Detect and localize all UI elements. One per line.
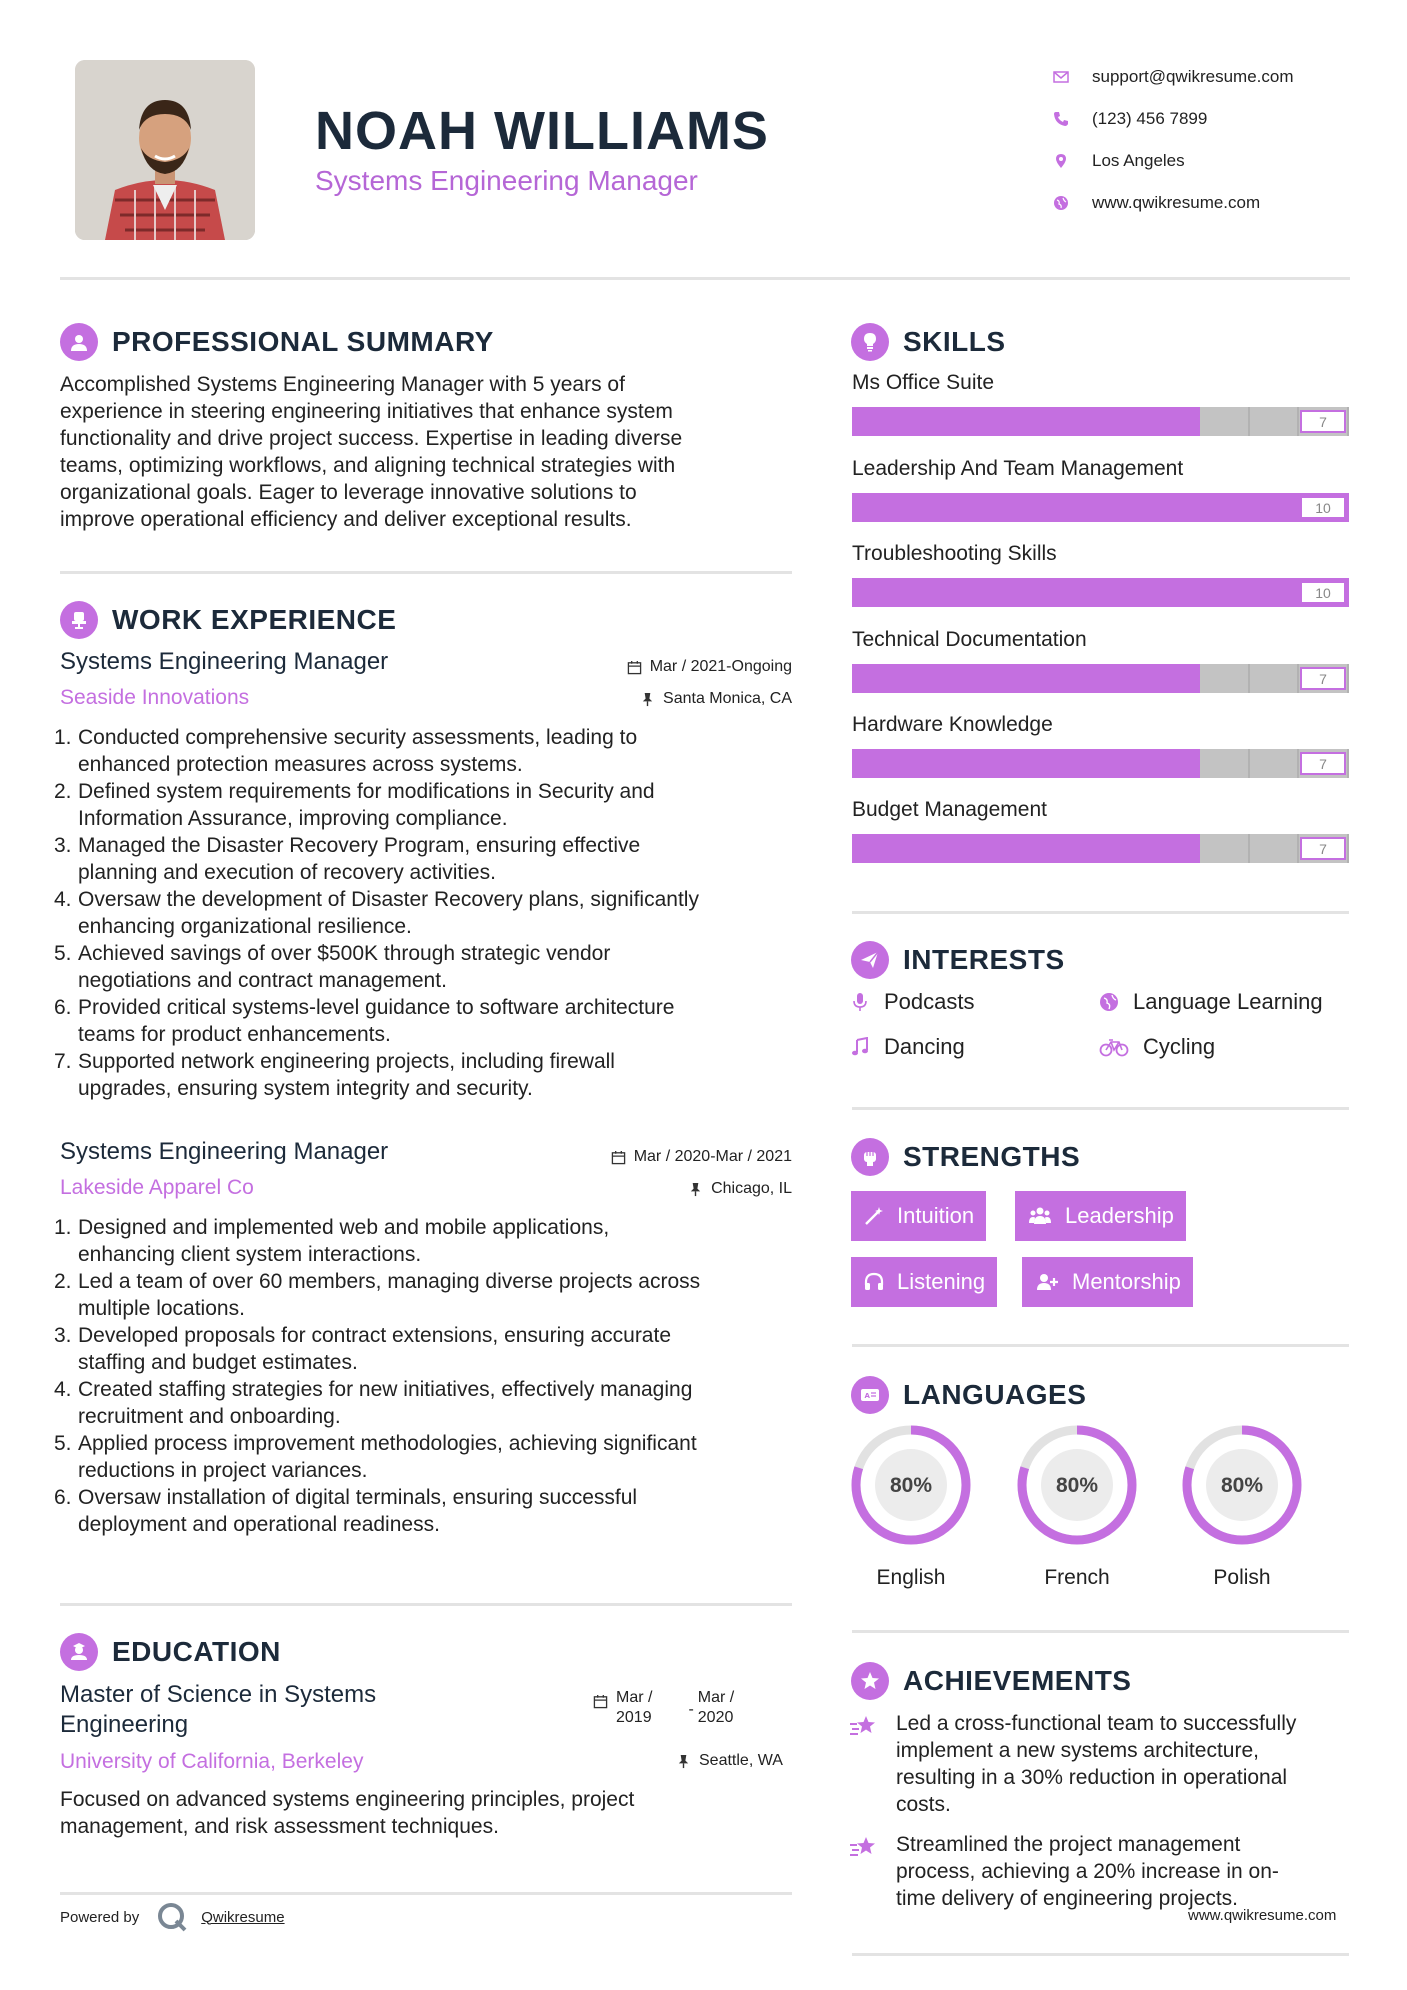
duty-item: 7. Supported network engineering projects, including firewall upgrades, ensuring system integrity and security. [54,1050,615,1100]
job-dates-text: Mar / 2020-Mar / 2021 [633,1148,792,1165]
skill-segment-filled [951,664,1001,693]
skills-title: SKILLS [903,326,1006,357]
duty-item: 1. Designed and implemented web and mobile applications, enhancing client system interactions. [54,1216,610,1266]
skill-name: Troubleshooting Skills [852,542,1057,565]
education-school: University of California, Berkeley [60,1750,364,1773]
calendar-icon [627,660,642,675]
contact-email[interactable] [1050,56,1370,98]
phone-icon [1050,111,1072,127]
language-item [1016,1424,1138,1590]
skill-segment-filled [852,749,902,778]
contact-email-text: support@qwikresume.com [1092,67,1294,86]
skill-segment-filled [1051,749,1101,778]
job-dates [611,1148,792,1166]
job-location-text: Santa Monica, CA [663,690,792,707]
education-start: Mar / 2019 [616,1689,653,1726]
skill-segment-filled [1200,578,1250,607]
skills-heading [851,323,1006,361]
interest-label: Podcasts [884,989,975,1014]
skill-segment-filled [1101,407,1151,436]
skill-name: Hardware Knowledge [852,713,1053,736]
education-heading [60,1633,281,1671]
education-title: EDUCATION [112,1636,281,1667]
strength-chip [851,1257,997,1307]
skill-segment-filled [1101,578,1151,607]
skill-segment-filled [1051,578,1101,607]
skill-segment-filled [951,749,1001,778]
duty-item: 2. Led a team of over 60 members, managing diverse projects across multiple locations. [54,1270,701,1320]
skill-item [852,542,1349,607]
language-name: French [1044,1566,1110,1589]
achievements-title: ACHIEVEMENTS [903,1665,1132,1696]
skill-segment-filled [1001,578,1051,607]
duty-item: 4. Oversaw the development of Disaster Recovery plans, significantly enhancing organizational resilience. [54,888,699,938]
skill-segment-filled [852,407,902,436]
skill-segment-empty [1250,407,1300,436]
skill-segment-filled [1250,578,1300,607]
skill-segment-filled [1101,749,1151,778]
skill-segment-filled [902,749,952,778]
skill-segment-filled [902,834,952,863]
skill-level-badge: 10 [1300,581,1346,604]
skill-segment-filled [951,407,1001,436]
strength-label: Listening [897,1269,986,1294]
profile-photo [75,60,255,240]
skills-divider [852,911,1349,914]
language-card-icon [851,1376,889,1414]
skill-bar [852,749,1349,778]
skill-segment-filled [1051,493,1101,522]
skill-item [852,713,1349,778]
job-entry [54,1138,792,1538]
contact-website-text: www.qwikresume.com [1092,193,1261,212]
contact-phone[interactable] [1050,98,1370,140]
job-location-text: Chicago, IL [711,1180,792,1197]
contact-phone-text: (123) 456 7899 [1092,109,1208,128]
skill-segment-filled [1200,493,1250,522]
language-ring [1181,1424,1303,1546]
work-divider [60,1603,792,1606]
interests-divider [852,1107,1349,1110]
work-title: WORK EXPERIENCE [112,604,397,635]
skill-segment-filled [951,834,1001,863]
skill-bar [852,578,1349,607]
headphones-icon [863,1271,885,1293]
skill-segment-empty [1200,834,1250,863]
shooting-star-icon [848,1833,878,1863]
skill-segment-filled [902,493,952,522]
skill-level-badge: 7 [1300,410,1346,433]
job-company: Seaside Innovations [60,686,250,709]
summary-line: organizational goals. Eager to leverage innovative solutions to [60,481,637,504]
candidate-role: Systems Engineering Manager [315,165,698,196]
contact-list [1050,56,1370,224]
job-duties [54,724,792,1102]
language-item [1181,1424,1303,1590]
skill-item [852,371,1349,436]
skill-segment-filled [1051,407,1101,436]
skill-segment-filled [1150,578,1200,607]
skill-segment-filled [902,664,952,693]
skill-segment-filled [951,493,1001,522]
interest-item [850,1034,965,1060]
languages-title: LANGUAGES [903,1379,1087,1410]
skill-segment-filled [852,578,902,607]
language-percent-label: 80% [1055,1474,1099,1497]
interests-title: INTERESTS [903,944,1065,975]
strength-label: Mentorship [1072,1269,1181,1294]
globe-icon [1050,195,1072,211]
skill-segment-filled [1150,407,1200,436]
degree-line: Engineering [60,1711,189,1738]
powered-by-text: Powered by [60,1908,140,1926]
skill-segment-filled [1001,493,1051,522]
skill-segment-filled [852,493,902,522]
skill-segment-filled [1051,664,1101,693]
lightbulb-icon [851,323,889,361]
skill-name: Ms Office Suite [852,371,994,394]
duty-item: 2. Defined system requirements for modifications in Security and Information Assurance, improving compliance. [54,780,655,830]
summary-text [60,371,800,533]
summary-line: experience in steering engineering initiatives that enhance system [60,400,673,423]
skill-bar [852,493,1349,522]
skill-segment-empty [1200,664,1250,693]
pushpin-icon [688,1182,703,1197]
interest-item [1099,1034,1215,1060]
job-company: Lakeside Apparel Co [60,1176,254,1199]
job-dates [627,658,792,676]
achievement-text: Streamlined the project management process, achieving a 20% increase in on- time delivery of engineering projects. [896,1833,1279,1910]
interests-heading [851,941,1065,979]
language-percent-label: 80% [889,1474,933,1497]
graduation-icon [60,1633,98,1671]
duty-item: 4. Created staffing strategies for new initiatives, effectively managing recruitment and onboarding. [54,1378,693,1428]
job-duties [54,1214,792,1538]
skill-segment-empty [1250,749,1300,778]
user-icon [60,323,98,361]
achievements-divider [852,1953,1349,1956]
pushpin-icon [640,692,655,707]
skill-segment-filled [1150,493,1200,522]
skill-segment-filled [1101,493,1151,522]
strength-label: Leadership [1065,1203,1174,1228]
education-desc-line: Focused on advanced systems engineering principles, project [60,1788,635,1811]
language-ring [850,1424,972,1546]
duty-item: 3. Managed the Disaster Recovery Program, ensuring effective planning and execution of recovery activities. [54,834,641,884]
skill-name: Leadership And Team Management [852,457,1184,480]
work-heading [60,601,396,639]
svg-text:A: A [864,1392,870,1400]
languages-divider [852,1630,1349,1633]
powered-by [60,1900,285,1934]
degree-line: Master of Science in Systems [60,1681,377,1708]
achievement-item [848,1831,1358,1912]
contact-website[interactable] [1050,182,1370,224]
skill-level-badge: 7 [1300,837,1346,860]
skill-segment-empty [1200,749,1250,778]
skill-segment-filled [1150,749,1200,778]
duty-item: 6. Provided critical systems-level guidance to software architecture teams for product enhancements. [54,996,675,1046]
interest-label: Dancing [884,1034,965,1059]
skill-segment-filled [1001,834,1051,863]
email-icon [1050,69,1072,85]
contact-location-text: Los Angeles [1092,151,1185,170]
music-note-icon [850,1037,870,1057]
education-description [60,1786,792,1840]
strength-label: Intuition [897,1203,975,1228]
strength-chip [1022,1257,1193,1307]
education-dates [593,1688,734,1728]
strengths-divider [852,1344,1349,1347]
language-percent-label: 80% [1220,1474,1264,1497]
skill-level-badge: 7 [1300,752,1346,775]
summary-line: Accomplished Systems Engineering Manager with 5 years of [60,373,625,396]
interest-label: Language Learning [1133,989,1323,1014]
skill-segment-filled [852,834,902,863]
pushpin-icon [676,1754,691,1769]
language-item [850,1424,972,1590]
duty-item: 5. Achieved savings of over $500K through strategic vendor negotiations and contract management. [54,942,611,992]
strengths-heading [851,1138,1080,1176]
interest-item [850,989,975,1015]
shooting-star-icon [848,1712,878,1742]
job-entry [54,648,792,1102]
education-end: Mar / 2020 [697,1689,735,1726]
skill-segment-filled [1051,834,1101,863]
duty-item: 1. Conducted comprehensive security assessments, leading to enhanced protection measures across systems. [54,726,638,776]
duty-item: 5. Applied process improvement methodologies, achieving significant reductions in project variances. [54,1432,697,1482]
job-title: Systems Engineering Manager [60,648,389,675]
skill-level-badge: 10 [1300,496,1346,519]
paper-plane-icon [851,941,889,979]
skill-segment-filled [1001,664,1051,693]
skill-bar [852,407,1349,436]
candidate-name: NOAH WILLIAMS [315,101,769,161]
users-icon [1027,1205,1053,1227]
job-dates-text: Mar / 2021-Ongoing [649,658,792,675]
skill-segment-filled [1001,407,1051,436]
summary-heading [60,323,494,361]
raised-fist-icon [851,1138,889,1176]
skill-item [852,798,1349,863]
interest-item [1099,989,1323,1015]
summary-line: teams, optimizing workflows, and aligning technical strategies with [60,454,676,477]
user-plus-icon [1034,1271,1060,1293]
achievement-item [848,1710,1358,1818]
language-name: English [876,1566,946,1589]
education-location-text: Seattle, WA [699,1752,783,1769]
job-title: Systems Engineering Manager [60,1138,389,1165]
summary-divider [60,571,792,574]
job-location [688,1180,792,1198]
profile-photo-illustration [75,60,255,240]
summary-line: functionality and drive project success. Expertise in leading diverse [60,427,683,450]
skill-segment-empty [1250,834,1300,863]
duty-item: 6. Oversaw installation of digital terminals, ensuring successful deployment and operational readiness. [54,1486,638,1536]
summary-title: PROFESSIONAL SUMMARY [112,326,494,357]
skill-item [852,457,1349,522]
skill-segment-filled [852,664,902,693]
language-ring [1016,1424,1138,1546]
education-date-dash: - [688,1701,694,1718]
skill-item [852,628,1349,693]
header-divider [60,277,1350,280]
education-location [676,1752,783,1770]
skill-segment-filled [902,407,952,436]
qwikresume-logo-icon [155,1900,189,1934]
calendar-icon [593,1694,608,1709]
interest-label: Cycling [1143,1034,1216,1059]
magic-wand-icon [863,1205,885,1227]
bicycle-icon [1099,1037,1129,1057]
calendar-icon [611,1150,626,1165]
degree-title [60,1680,460,1740]
strengths-title: STRENGTHS [903,1141,1081,1172]
skill-segment-filled [902,578,952,607]
skill-level-badge: 7 [1300,667,1346,690]
achievement-text: Led a cross-functional team to successfully implement a new systems architecture, resulting in a 30% reduction in operational costs. [896,1712,1297,1816]
star-badge-icon [851,1662,889,1700]
contact-location [1050,140,1370,182]
skill-bar [852,664,1349,693]
skill-name: Budget Management [852,798,1047,821]
skill-segment-empty [1250,664,1300,693]
summary-line: improve operational efficiency and deliver exceptional results. [60,508,632,531]
skill-segment-filled [1250,493,1300,522]
skill-segment-filled [1101,664,1151,693]
languages-heading [851,1376,1086,1414]
skill-segment-filled [1101,834,1151,863]
microphone-icon [850,992,870,1012]
education-divider [60,1892,792,1895]
skill-segment-filled [951,578,1001,607]
globe-icon [1099,992,1119,1012]
job-location [640,690,792,708]
education-desc-line: management, and risk assessment techniques. [60,1815,499,1838]
briefcase-chair-icon [60,601,98,639]
footer-website[interactable]: www.qwikresume.com [1188,1907,1337,1924]
qwikresume-link[interactable]: Qwikresume [201,1908,285,1926]
skill-bar [852,834,1349,863]
strength-chip [851,1191,986,1241]
skill-segment-filled [1150,664,1200,693]
skill-segment-filled [1150,834,1200,863]
location-pin-icon [1050,153,1072,169]
strength-chip [1015,1191,1186,1241]
language-name: Polish [1213,1566,1271,1589]
duty-item: 3. Developed proposals for contract extensions, ensuring accurate staffing and budget estimates. [54,1324,672,1374]
skill-segment-empty [1200,407,1250,436]
skill-name: Technical Documentation [852,628,1087,651]
achievements-heading [851,1662,1131,1700]
skill-segment-filled [1001,749,1051,778]
